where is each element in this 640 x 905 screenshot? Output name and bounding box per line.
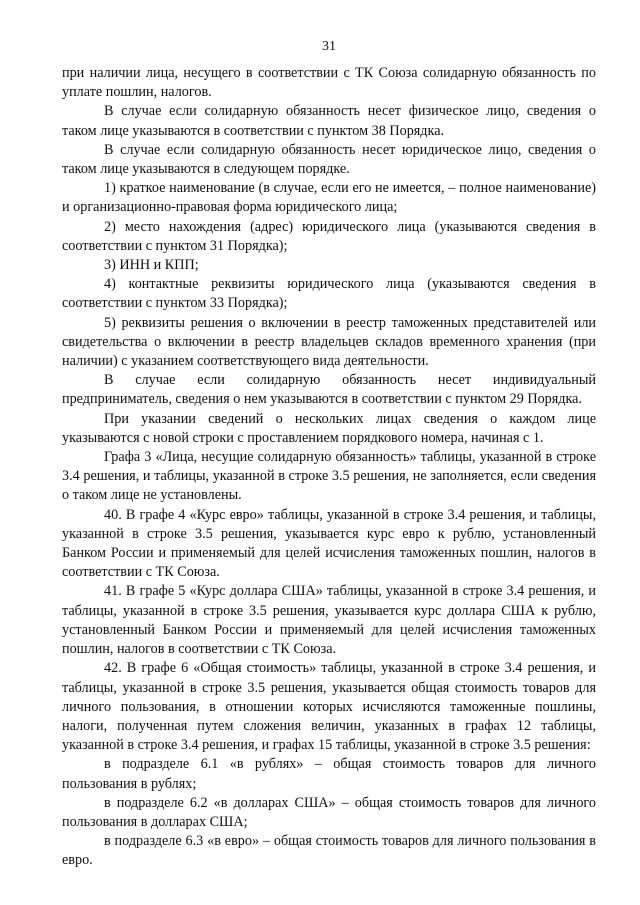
- page-number: 31: [322, 39, 336, 54]
- paragraph-item-41: 41. В графе 5 «Курс доллара США» таблицы, указанной в строке 3.4 решения, и таблицы, указанной в строке 3.5 решения, указывается курс доллара США к рублю, установленный Банком России и применяемый для целей исчисления таможенных пошлин, налогов в соответствии с ТК Союза.: [62, 583, 596, 658]
- paragraph: При указании сведений о нескольких лицах сведения о каждом лице указываются с новой строки с проставлением порядкового номера, начиная с 1.: [62, 410, 596, 446]
- list-item: 4) контактные реквизиты юридического лица (указываются сведения в соответствии с пунктом 33 Порядка);: [62, 276, 596, 312]
- subsection-item: в подразделе 6.3 «в евро» – общая стоимость товаров для личного пользования в евро.: [62, 833, 596, 869]
- subsection-item: в подразделе 6.1 «в рублях» – общая стоимость товаров для личного пользования в рублях;: [62, 756, 596, 792]
- paragraph-item-40: 40. В графе 4 «Курс евро» таблицы, указанной в строке 3.4 решения, и таблицы, указанной в строке 3.5 решения, указывается курс евро к рублю, установленный Банком России и применяемый для целей исчисления таможенных пошлин, налогов в соответствии с ТК Союза.: [62, 506, 596, 581]
- paragraph-item-42: 42. В графе 6 «Общая стоимость» таблицы, указанной в строке 3.4 решения, и таблицы, указанной в строке 3.5 решения, указывается общая стоимость товаров для личного пользования, в отношении которых исчисляются таможенные пошлины, налоги, полученная путем сложения величин, указанных в графах 12 таблицы, указанной в строке 3.4 решения, и графах 15 таблицы, указанной в строке 3.5 решения:: [62, 660, 596, 754]
- list-item: 5) реквизиты решения о включении в реестр таможенных представителей или свидетельства о включении в реестр владельцев складов временного хранения (при наличии) с указанием соответствующего вида деятельности.: [62, 314, 596, 370]
- list-item: 2) место нахождения (адрес) юридического лица (указываются сведения в соответствии с пунктом 31 Порядка);: [62, 218, 596, 254]
- list-item: 1) краткое наименование (в случае, если его не имеется, – полное наименование) и организационно-правовая форма юридического лица;: [62, 180, 596, 216]
- paragraph: В случае если солидарную обязанность несет индивидуальный предприниматель, сведения о нем указываются в соответствии с пунктом 29 Порядка.: [62, 372, 596, 408]
- paragraph: В случае если солидарную обязанность несет физическое лицо, сведения о таком лице указываются в соответствии с пунктом 38 Порядка.: [62, 103, 596, 139]
- list-item: 3) ИНН и КПП;: [104, 257, 199, 274]
- paragraph: В случае если солидарную обязанность несет юридическое лицо, сведения о таком лице указываются в следующем порядке.: [62, 141, 596, 178]
- paragraph-continuation: при наличии лица, несущего в соответствии с ТК Союза солидарную обязанность по уплате пошлин, налогов.: [62, 65, 596, 101]
- paragraph: Графа 3 «Лица, несущие солидарную обязанность» таблицы, указанной в строке 3.4 решения, и таблицы, указанной в строке 3.5 решения, не заполняется, если сведения о таком лице не установлены.: [62, 449, 596, 504]
- document-body: [62, 64, 596, 871]
- subsection-item: в подразделе 6.2 «в долларах США» – общая стоимость товаров для личного пользования в долларах США;: [62, 794, 596, 830]
